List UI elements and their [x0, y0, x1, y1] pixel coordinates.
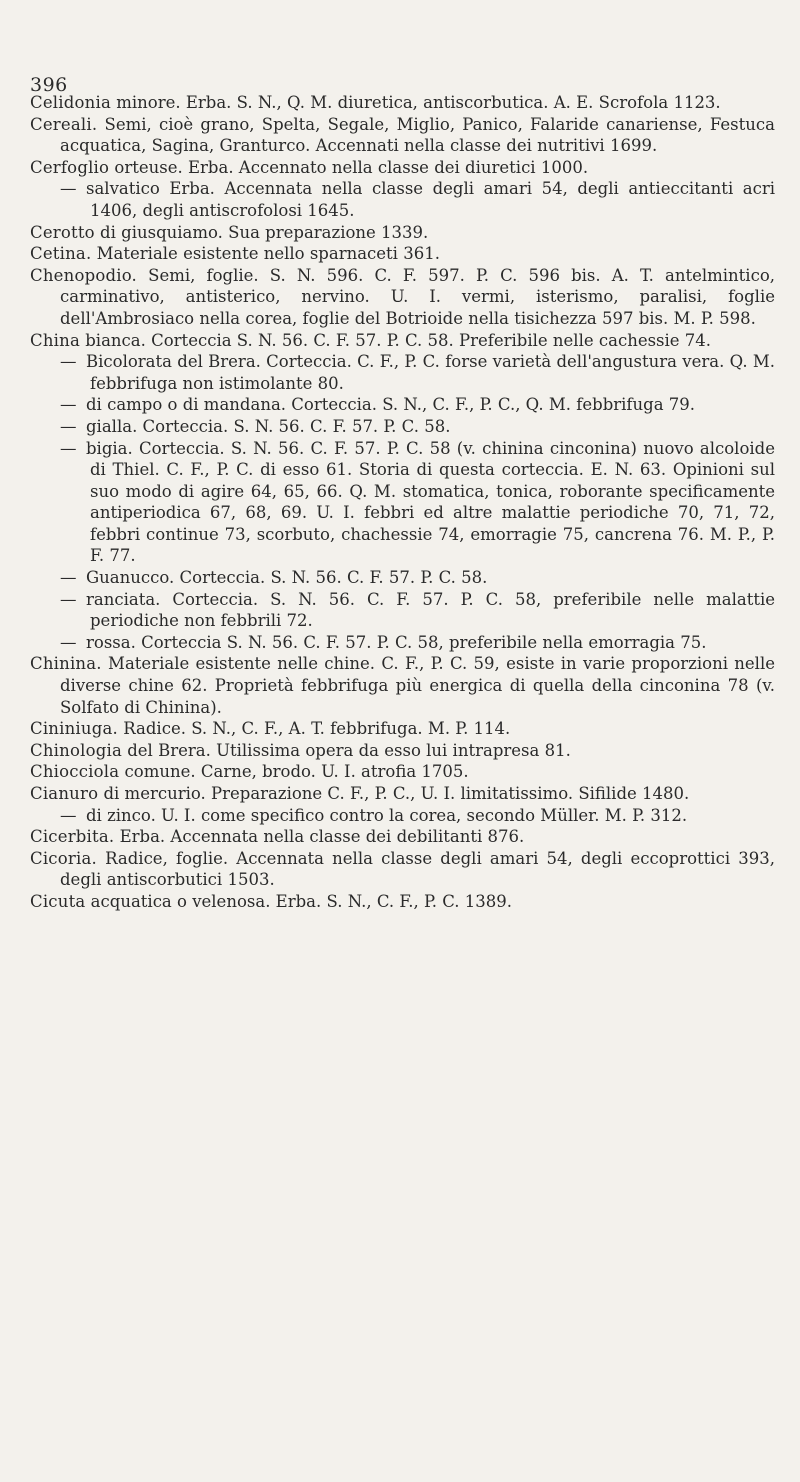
entry-head: Chiocciola: [30, 762, 120, 782]
index-entry: [30, 848, 775, 891]
index-subentry: [30, 416, 775, 438]
index-entry: [30, 718, 775, 740]
entry-head: Cininiuga.: [30, 719, 118, 739]
ditto-dash: —: [60, 805, 77, 825]
index-subentry: [30, 805, 775, 827]
entry-head: Chenopodio.: [30, 265, 138, 285]
entry-head: Cerfoglio: [30, 157, 110, 177]
entry-head: Cetina.: [30, 244, 92, 264]
entry-text: acquatica o velenosa. Erba. S. N., C. F., P. C. 1389.: [85, 891, 512, 911]
index-entry: [30, 92, 775, 114]
entry-text: Radice, foglie. Accennata nella classe degli amari 54, degli eccoprottici 393, degli antiscorbutici 1503.: [60, 848, 775, 890]
entry-text: Semi, cioè grano, Spelta, Segale, Miglio, Panico, Falaride canariense, Festuca acquatica, Sagina, Granturco. Accennati nella classe dei nutritivi 1699.: [60, 114, 775, 156]
index-entry: [30, 740, 775, 762]
entry-text: minore. Erba. S. N., Q. M. diuretica, antiscorbutica. A. E. Scrofola 1123.: [110, 93, 721, 112]
entry-text: Semi, foglie. S. N. 596. C. F. 597. P. C. 596 bis. A. T. antelmintico, carminativo, antisterico, nervino. U. I. vermi, isterismo, paralisi, foglie dell'Ambrosiaco nella corea, foglie del Botrioide nella tisichezza 597 bis. M. P. 598.: [60, 265, 775, 328]
index-subentry: [30, 351, 775, 394]
entry-text: del Brera. Utilissima opera da esso lui intrapresa 81.: [121, 740, 571, 760]
entry-head: Cerotto: [30, 222, 95, 242]
entry-head: Cereali.: [30, 114, 98, 134]
index-subentry: [30, 632, 775, 654]
entry-text: di zinco. U. I. come specifico contro la corea, secondo Müller. M. P. 312.: [86, 805, 688, 825]
ditto-dash: —: [60, 632, 77, 652]
index-entry: [30, 783, 775, 805]
ditto-dash: —: [60, 395, 77, 415]
index-entry: [30, 653, 775, 718]
entry-text: Guanucco. Corteccia. S. N. 56. C. F. 57. P. C. 58.: [86, 568, 488, 588]
index-entry: [30, 157, 775, 179]
entry-head: China: [30, 330, 80, 350]
entry-text: orteuse. Erba. Accennato nella classe dei diuretici 1000.: [109, 157, 589, 177]
index-subentry: [30, 567, 775, 589]
entry-text: Erba. Accennata nella classe dei debilitanti 876.: [114, 827, 525, 847]
entry-head: Cicoria.: [30, 848, 97, 868]
entry-head: Chinologia: [30, 740, 122, 760]
entry-text: Radice. S. N., C. F., A. T. febbrifuga. M. P. 114.: [117, 719, 511, 739]
entry-text: di mercurio. Preparazione C. F., P. C., U. I. limitatissimo. Sifilide 1480.: [98, 784, 690, 803]
entry-text: Bicolorata del Brera. Corteccia. C. F., P. C. forse varietà dell'angustura vera. Q. M. febbrifuga non istimolante 80.: [86, 352, 775, 393]
entry-text: bianca. Corteccia S. N. 56. C. F. 57. P. C. 58. Preferibile nelle cachessie 74.: [80, 330, 712, 350]
entry-text: Materiale esistente nelle chine. C. F., P. C. 59, esiste in varie proporzioni nelle diverse chine 62. Proprietà febbrifuga più energica di quella della cinconina 78 (v. Solfato di Chinina).: [60, 654, 775, 717]
ditto-dash: —: [60, 179, 77, 199]
entry-text: Materiale esistente nello sparnaceti 361.: [91, 244, 440, 264]
ditto-dash: —: [60, 589, 77, 609]
entry-head: Cicerbita.: [30, 827, 115, 847]
entry-text: gialla. Corteccia. S. N. 56. C. F. 57. P. C. 58.: [86, 416, 451, 436]
entry-text: bigia. Corteccia. S. N. 56. C. F. 57. P. C. 58 (v. chinina cinconina) nuovo alcoloide di Thiel. C. F., P. C. di esso 61. Storia di questa corteccia. E. N. 63. Opinioni sul suo modo di agire 64, 65, 66. Q. M. stomatica, tonica, roborante specificamente antiperiodica 67, 68, 69. U. I. febbri ed altre malattie periodiche 70, 71, 72, febbri continue 73, scorbuto, chachessie 74, emorragie 75, cancrena 76. M. P., P. F. 77.: [86, 438, 775, 566]
entry-head: Celidonia: [30, 93, 111, 112]
index-entries: [30, 92, 775, 913]
index-subentry: [30, 589, 775, 632]
index-entry: [30, 114, 775, 157]
entry-text: salvatico Erba. Accennata nella classe degli amari 54, degli antieccitanti acri 1406, degli antiscrofolosi 1645.: [86, 179, 775, 220]
index-subentry: [30, 394, 775, 416]
index-entry: [30, 761, 775, 783]
ditto-dash: —: [60, 416, 77, 436]
index-entry: [30, 265, 775, 330]
entry-head: Cicuta: [30, 891, 86, 911]
ditto-dash: —: [60, 352, 77, 372]
index-entry: [30, 330, 775, 352]
index-subentry: [30, 178, 775, 221]
index-entry: [30, 891, 775, 913]
ditto-dash: —: [60, 438, 77, 458]
entry-text: comune. Carne, brodo. U. I. atrofia 1705.: [119, 762, 469, 782]
entry-text: ranciata. Corteccia. S. N. 56. C. F. 57. P. C. 58, preferibile nelle malattie periodiche non febbrili 72.: [86, 589, 775, 631]
index-entry: [30, 222, 775, 244]
entry-text: di giusquiamo. Sua preparazione 1339.: [94, 222, 429, 242]
index-entry: [30, 826, 775, 848]
ditto-dash: —: [60, 568, 77, 588]
index-subentry: [30, 438, 775, 568]
entry-text: di campo o di mandana. Corteccia. S. N., C. F., P. C., Q. M. febbrifuga 79.: [86, 395, 696, 415]
entry-head: Cianuro: [30, 784, 99, 803]
entry-text: rossa. Corteccia S. N. 56. C. F. 57. P. C. 58, preferibile nella emorragia 75.: [86, 632, 707, 652]
entry-head: Chinina.: [30, 654, 102, 674]
index-entry: [30, 243, 775, 265]
page-number: 396: [30, 74, 68, 96]
